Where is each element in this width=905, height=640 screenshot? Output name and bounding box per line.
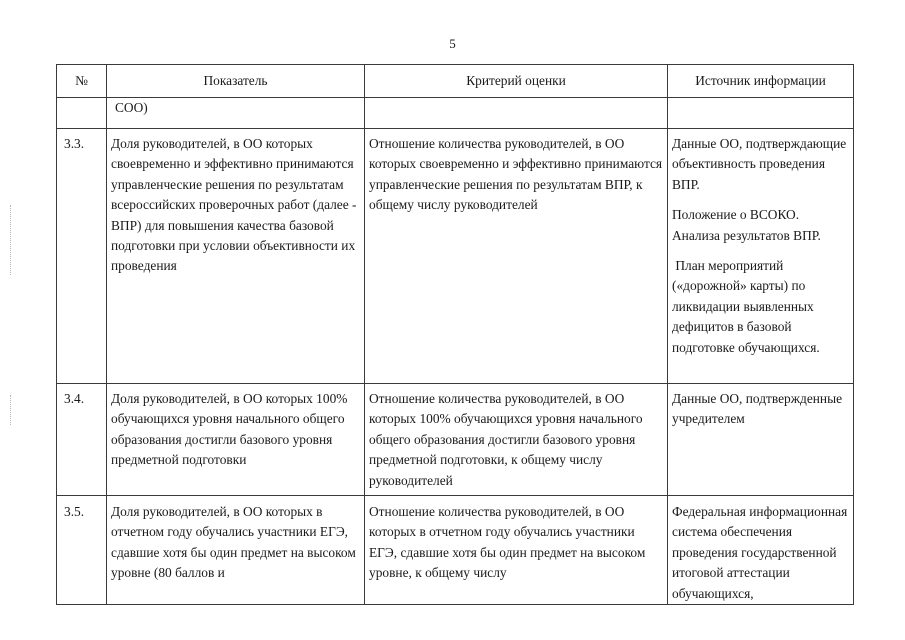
header-indicator: Показатель bbox=[107, 65, 365, 98]
cell-indicator bbox=[107, 496, 365, 605]
margin-scan-marks bbox=[10, 395, 13, 425]
criterion-text: Отношение количества руководителей, в ОО которых 100% обучающихся уровня начального общего образования достигли базового уровня предметной подготовки, к общему числу руководителей bbox=[369, 391, 643, 488]
indicator-text: Доля руководителей, в ОО которых в отчетном году обучались участники ЕГЭ, сдавшие хотя бы один предмет на высоком уровне (80 баллов и bbox=[111, 504, 356, 581]
table-row bbox=[57, 384, 854, 496]
criterion-text: Отношение количества руководителей, в ОО которых своевременно и эффективно принимаются управленческие решения по результатам ВПР, к общему числу руководителей bbox=[369, 136, 663, 213]
margin-scan-marks bbox=[10, 205, 13, 275]
source-text: Данные ОО, подтверждающие объективность проведения ВПР. bbox=[672, 136, 847, 192]
cell-source bbox=[668, 129, 854, 384]
table-row bbox=[57, 98, 854, 129]
table-header-row bbox=[57, 65, 854, 98]
cell-number: 3.4. bbox=[57, 384, 107, 496]
header-criterion: Критерий оценки bbox=[365, 65, 668, 98]
header-number: № bbox=[57, 65, 107, 98]
cell-number: 3.3. bbox=[57, 129, 107, 384]
indicator-text: Доля руководителей, в ОО которых 100% обучающихся уровня начального общего образования достигли базового уровня предметной подготовки bbox=[111, 391, 348, 468]
cell-indicator bbox=[107, 98, 365, 129]
cell-number: 3.5. bbox=[57, 496, 107, 605]
cell-source bbox=[668, 496, 854, 605]
criteria-table bbox=[56, 64, 854, 605]
page-number: 5 bbox=[449, 36, 456, 51]
cell-indicator bbox=[107, 129, 365, 384]
indicator-text: СОО) bbox=[115, 100, 148, 115]
source-text: Данные ОО, подтвержденные учредителем bbox=[672, 391, 843, 427]
table-row bbox=[57, 129, 854, 384]
cell-criterion bbox=[365, 129, 668, 384]
cell-criterion bbox=[365, 384, 668, 496]
cell-criterion bbox=[365, 98, 668, 129]
cell-source bbox=[668, 384, 854, 496]
source-text: План мероприятий («дорожной» карты) по ликвидации выявленных дефицитов в базовой подготовке обучающихся. bbox=[672, 258, 820, 355]
indicator-text: Доля руководителей, в ОО которых своевременно и эффективно принимаются управленческие решения по результатам всероссийских проверочных работ (далее - ВПР) для повышения качества базовой подготовки при условии объективности их проведения bbox=[111, 136, 357, 274]
cell-indicator bbox=[107, 384, 365, 496]
cell-source bbox=[668, 98, 854, 129]
cell-criterion bbox=[365, 496, 668, 605]
criterion-text: Отношение количества руководителей, в ОО которых в отчетном году обучались участники ЕГЭ, сдавшие хотя бы один предмет на высоком уровне, к общему числу bbox=[369, 504, 646, 581]
header-source: Источник информации bbox=[668, 65, 854, 98]
table-row bbox=[57, 496, 854, 605]
source-text: Федеральная информационная система обеспечения проведения государственной итоговой аттестации обучающихся, bbox=[672, 504, 848, 601]
cell-number bbox=[57, 98, 107, 129]
source-text: Положение о ВСОКО. Анализа результатов ВПР. bbox=[672, 207, 821, 243]
